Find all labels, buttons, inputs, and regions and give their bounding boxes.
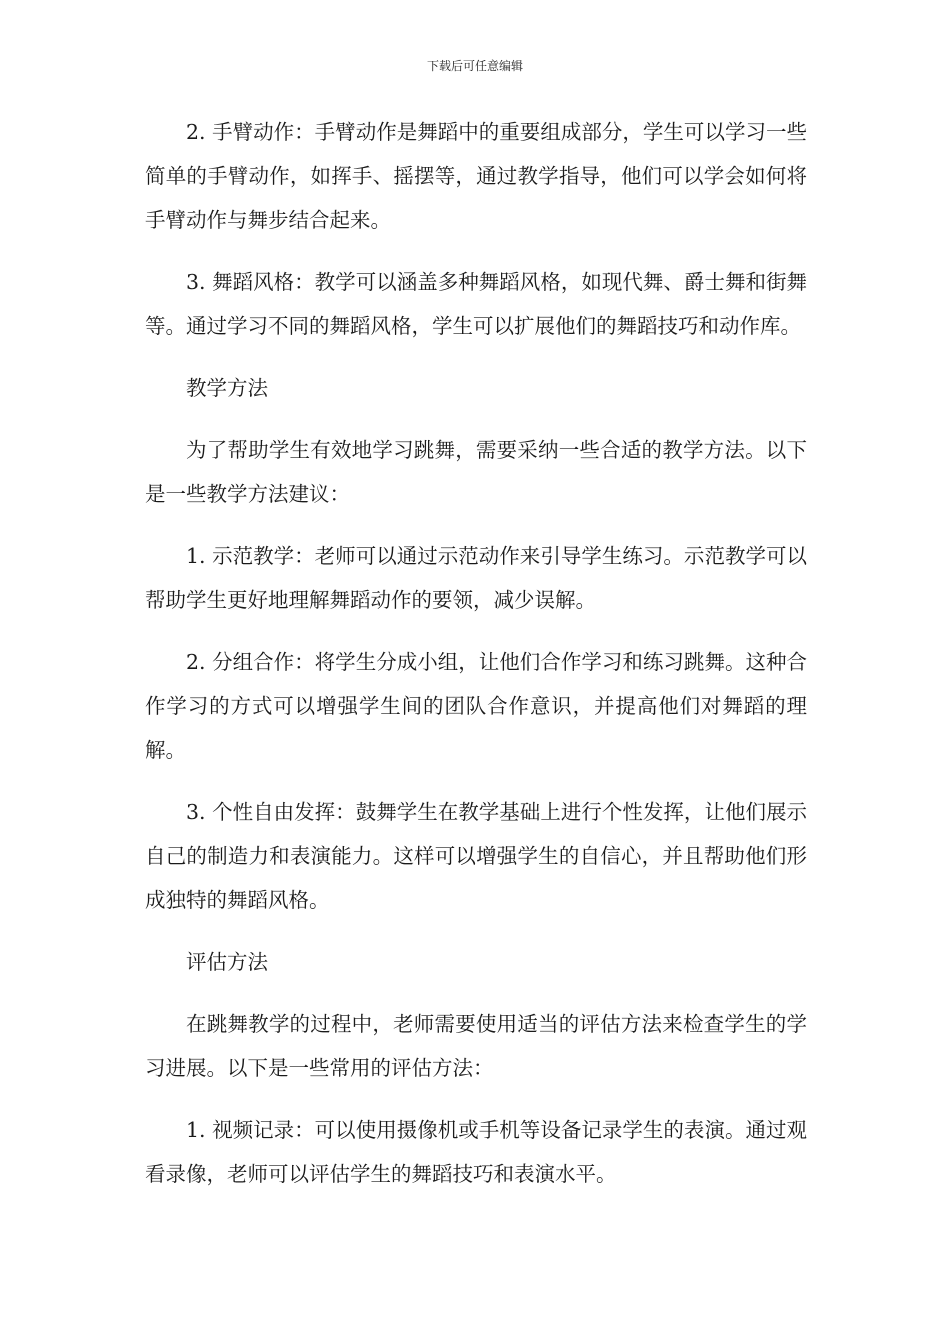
paragraph-group-work: 2. 分组合作：将学生分成小组，让他们合作学习和练习跳舞。这种合作学习的方式可以增强学生间的团队合作意识，并提高他们对舞蹈的理解。	[145, 650, 807, 762]
section-heading-teaching-methods: 教学方法	[186, 376, 268, 400]
paragraph-dance-styles: 3. 舞蹈风格：教学可以涵盖多种舞蹈风格，如现代舞、爵士舞和街舞等。通过学习不同的舞蹈风格，学生可以扩展他们的舞蹈技巧和动作库。	[145, 270, 807, 338]
paragraph-video-recording: 1. 视频记录：可以使用摄像机或手机等设备记录学生的表演。通过观看录像，老师可以评估学生的舞蹈技巧和表演水平。	[145, 1118, 807, 1186]
section-heading-assessment-methods: 评估方法	[186, 950, 268, 974]
paragraph-assessment-intro: 在跳舞教学的过程中，老师需要使用适当的评估方法来检查学生的学习进展。以下是一些常用的评估方法：	[145, 1012, 807, 1080]
paragraph-demonstration: 1. 示范教学：老师可以通过示范动作来引导学生练习。示范教学可以帮助学生更好地理解舞蹈动作的要领，减少误解。	[145, 544, 807, 612]
paragraph-arm-movements: 2. 手臂动作：手臂动作是舞蹈中的重要组成部分，学生可以学习一些简单的手臂动作，如挥手、摇摆等，通过教学指导，他们可以学会如何将手臂动作与舞步结合起来。	[145, 120, 807, 232]
document-body	[145, 110, 807, 1214]
page-header: 下载后可任意编辑	[426, 59, 523, 73]
paragraph-free-expression: 3. 个性自由发挥：鼓舞学生在教学基础上进行个性发挥，让他们展示自己的制造力和表演能力。这样可以增强学生的自信心，并且帮助他们形成独特的舞蹈风格。	[145, 800, 807, 912]
paragraph-teaching-intro: 为了帮助学生有效地学习跳舞，需要采纳一些合适的教学方法。以下是一些教学方法建议：	[145, 438, 807, 506]
